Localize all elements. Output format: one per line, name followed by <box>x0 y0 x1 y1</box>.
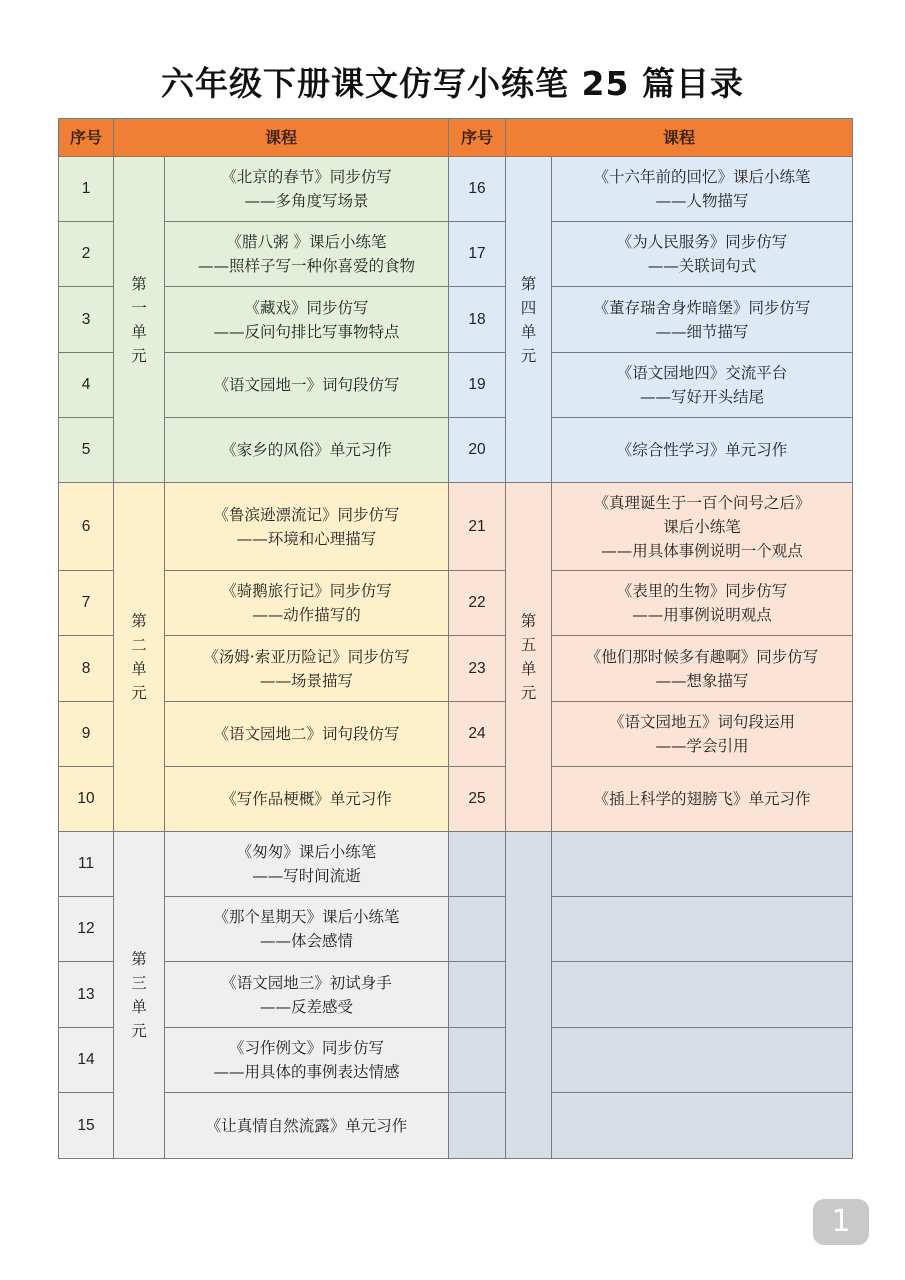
row-number: 8 <box>59 636 114 702</box>
table-row <box>59 222 853 287</box>
course-cell: 《北京的春节》同步仿写 ——多角度写场景 <box>165 157 449 222</box>
row-number: 9 <box>59 702 114 767</box>
table-row <box>59 962 853 1028</box>
course-cell: 《那个星期天》课后小练笔 ——体会感情 <box>165 897 449 962</box>
row-number: 18 <box>449 287 506 353</box>
course-cell: 《董存瑞舍身炸暗堡》同步仿写 ——细节描写 <box>552 287 853 353</box>
table-row <box>59 287 853 353</box>
course-cell: 《插上科学的翅膀飞》单元习作 <box>552 767 853 832</box>
course-cell: 《综合性学习》单元习作 <box>552 418 853 483</box>
empty-unit-cell <box>506 832 552 1159</box>
row-number: 14 <box>59 1028 114 1093</box>
course-cell: 《语文园地五》词句段运用 ——学会引用 <box>552 702 853 767</box>
table-row <box>59 702 853 767</box>
header-course-right: 课程 <box>506 119 853 157</box>
empty-cell <box>449 1028 506 1093</box>
course-cell: 《语文园地四》交流平台 ——写好开头结尾 <box>552 353 853 418</box>
row-number: 10 <box>59 767 114 832</box>
course-cell: 《写作品梗概》单元习作 <box>165 767 449 832</box>
table-row <box>59 897 853 962</box>
unit-label-3: 第 三 单 元 <box>114 832 165 1159</box>
row-number: 2 <box>59 222 114 287</box>
course-cell: 《藏戏》同步仿写 ——反问句排比写事物特点 <box>165 287 449 353</box>
empty-cell <box>449 962 506 1028</box>
header-no-right: 序号 <box>449 119 506 157</box>
course-cell: 《习作例文》同步仿写 ——用具体的事例表达情感 <box>165 1028 449 1093</box>
page-title: 六年级下册课文仿写小练笔 25 篇目录 <box>161 64 744 103</box>
row-number: 17 <box>449 222 506 287</box>
course-cell: 《表里的生物》同步仿写 ——用事例说明观点 <box>552 571 853 636</box>
row-number: 22 <box>449 571 506 636</box>
row-number: 24 <box>449 702 506 767</box>
row-number: 21 <box>449 483 506 571</box>
row-number: 1 <box>59 157 114 222</box>
course-cell: 《汤姆·索亚历险记》同步仿写 ——场景描写 <box>165 636 449 702</box>
empty-cell <box>552 962 853 1028</box>
row-number: 11 <box>59 832 114 897</box>
course-cell: 《语文园地一》词句段仿写 <box>165 353 449 418</box>
course-cell: 《让真情自然流露》单元习作 <box>165 1093 449 1159</box>
course-cell: 《家乡的风俗》单元习作 <box>165 418 449 483</box>
course-cell: 《语文园地三》初试身手 ——反差感受 <box>165 962 449 1028</box>
row-number: 3 <box>59 287 114 353</box>
header-row <box>59 119 853 157</box>
table-row <box>59 418 853 483</box>
table-of-contents <box>58 118 853 1159</box>
table-row <box>59 1093 853 1159</box>
table-row <box>59 636 853 702</box>
table-row <box>59 157 853 222</box>
row-number: 20 <box>449 418 506 483</box>
row-number: 5 <box>59 418 114 483</box>
row-number: 6 <box>59 483 114 571</box>
course-cell: 《腊八粥 》课后小练笔 ——照样子写一种你喜爱的食物 <box>165 222 449 287</box>
unit-label-4: 第 四 单 元 <box>506 157 552 483</box>
empty-cell <box>552 1028 853 1093</box>
header-no-left: 序号 <box>59 119 114 157</box>
row-number: 15 <box>59 1093 114 1159</box>
empty-cell <box>552 1093 853 1159</box>
course-cell: 《真理诞生于一百个问号之后》 课后小练笔 ——用具体事例说明一个观点 <box>552 483 853 571</box>
empty-cell <box>449 1093 506 1159</box>
header-course-left: 课程 <box>114 119 449 157</box>
row-number: 16 <box>449 157 506 222</box>
course-cell: 《骑鹅旅行记》同步仿写 ——动作描写的 <box>165 571 449 636</box>
table-row <box>59 767 853 832</box>
course-cell: 《匆匆》课后小练笔 ——写时间流逝 <box>165 832 449 897</box>
unit-label-1: 第 一 单 元 <box>114 157 165 483</box>
row-number: 13 <box>59 962 114 1028</box>
empty-cell <box>449 832 506 897</box>
course-cell: 《他们那时候多有趣啊》同步仿写 ——想象描写 <box>552 636 853 702</box>
row-number: 25 <box>449 767 506 832</box>
course-cell: 《鲁滨逊漂流记》同步仿写 ——环境和心理描写 <box>165 483 449 571</box>
table-row <box>59 483 853 571</box>
empty-cell <box>552 897 853 962</box>
table-row <box>59 832 853 897</box>
row-number: 4 <box>59 353 114 418</box>
row-number: 7 <box>59 571 114 636</box>
row-number: 23 <box>449 636 506 702</box>
course-cell: 《语文园地二》词句段仿写 <box>165 702 449 767</box>
unit-label-2: 第 二 单 元 <box>114 483 165 832</box>
empty-cell <box>552 832 853 897</box>
page-number-badge: 1 <box>813 1199 869 1245</box>
course-cell: 《十六年前的回忆》课后小练笔 ——人物描写 <box>552 157 853 222</box>
table-row <box>59 1028 853 1093</box>
row-number: 12 <box>59 897 114 962</box>
course-cell: 《为人民服务》同步仿写 ——关联词句式 <box>552 222 853 287</box>
table-row <box>59 571 853 636</box>
table-row <box>59 353 853 418</box>
unit-label-5: 第 五 单 元 <box>506 483 552 832</box>
empty-cell <box>449 897 506 962</box>
row-number: 19 <box>449 353 506 418</box>
